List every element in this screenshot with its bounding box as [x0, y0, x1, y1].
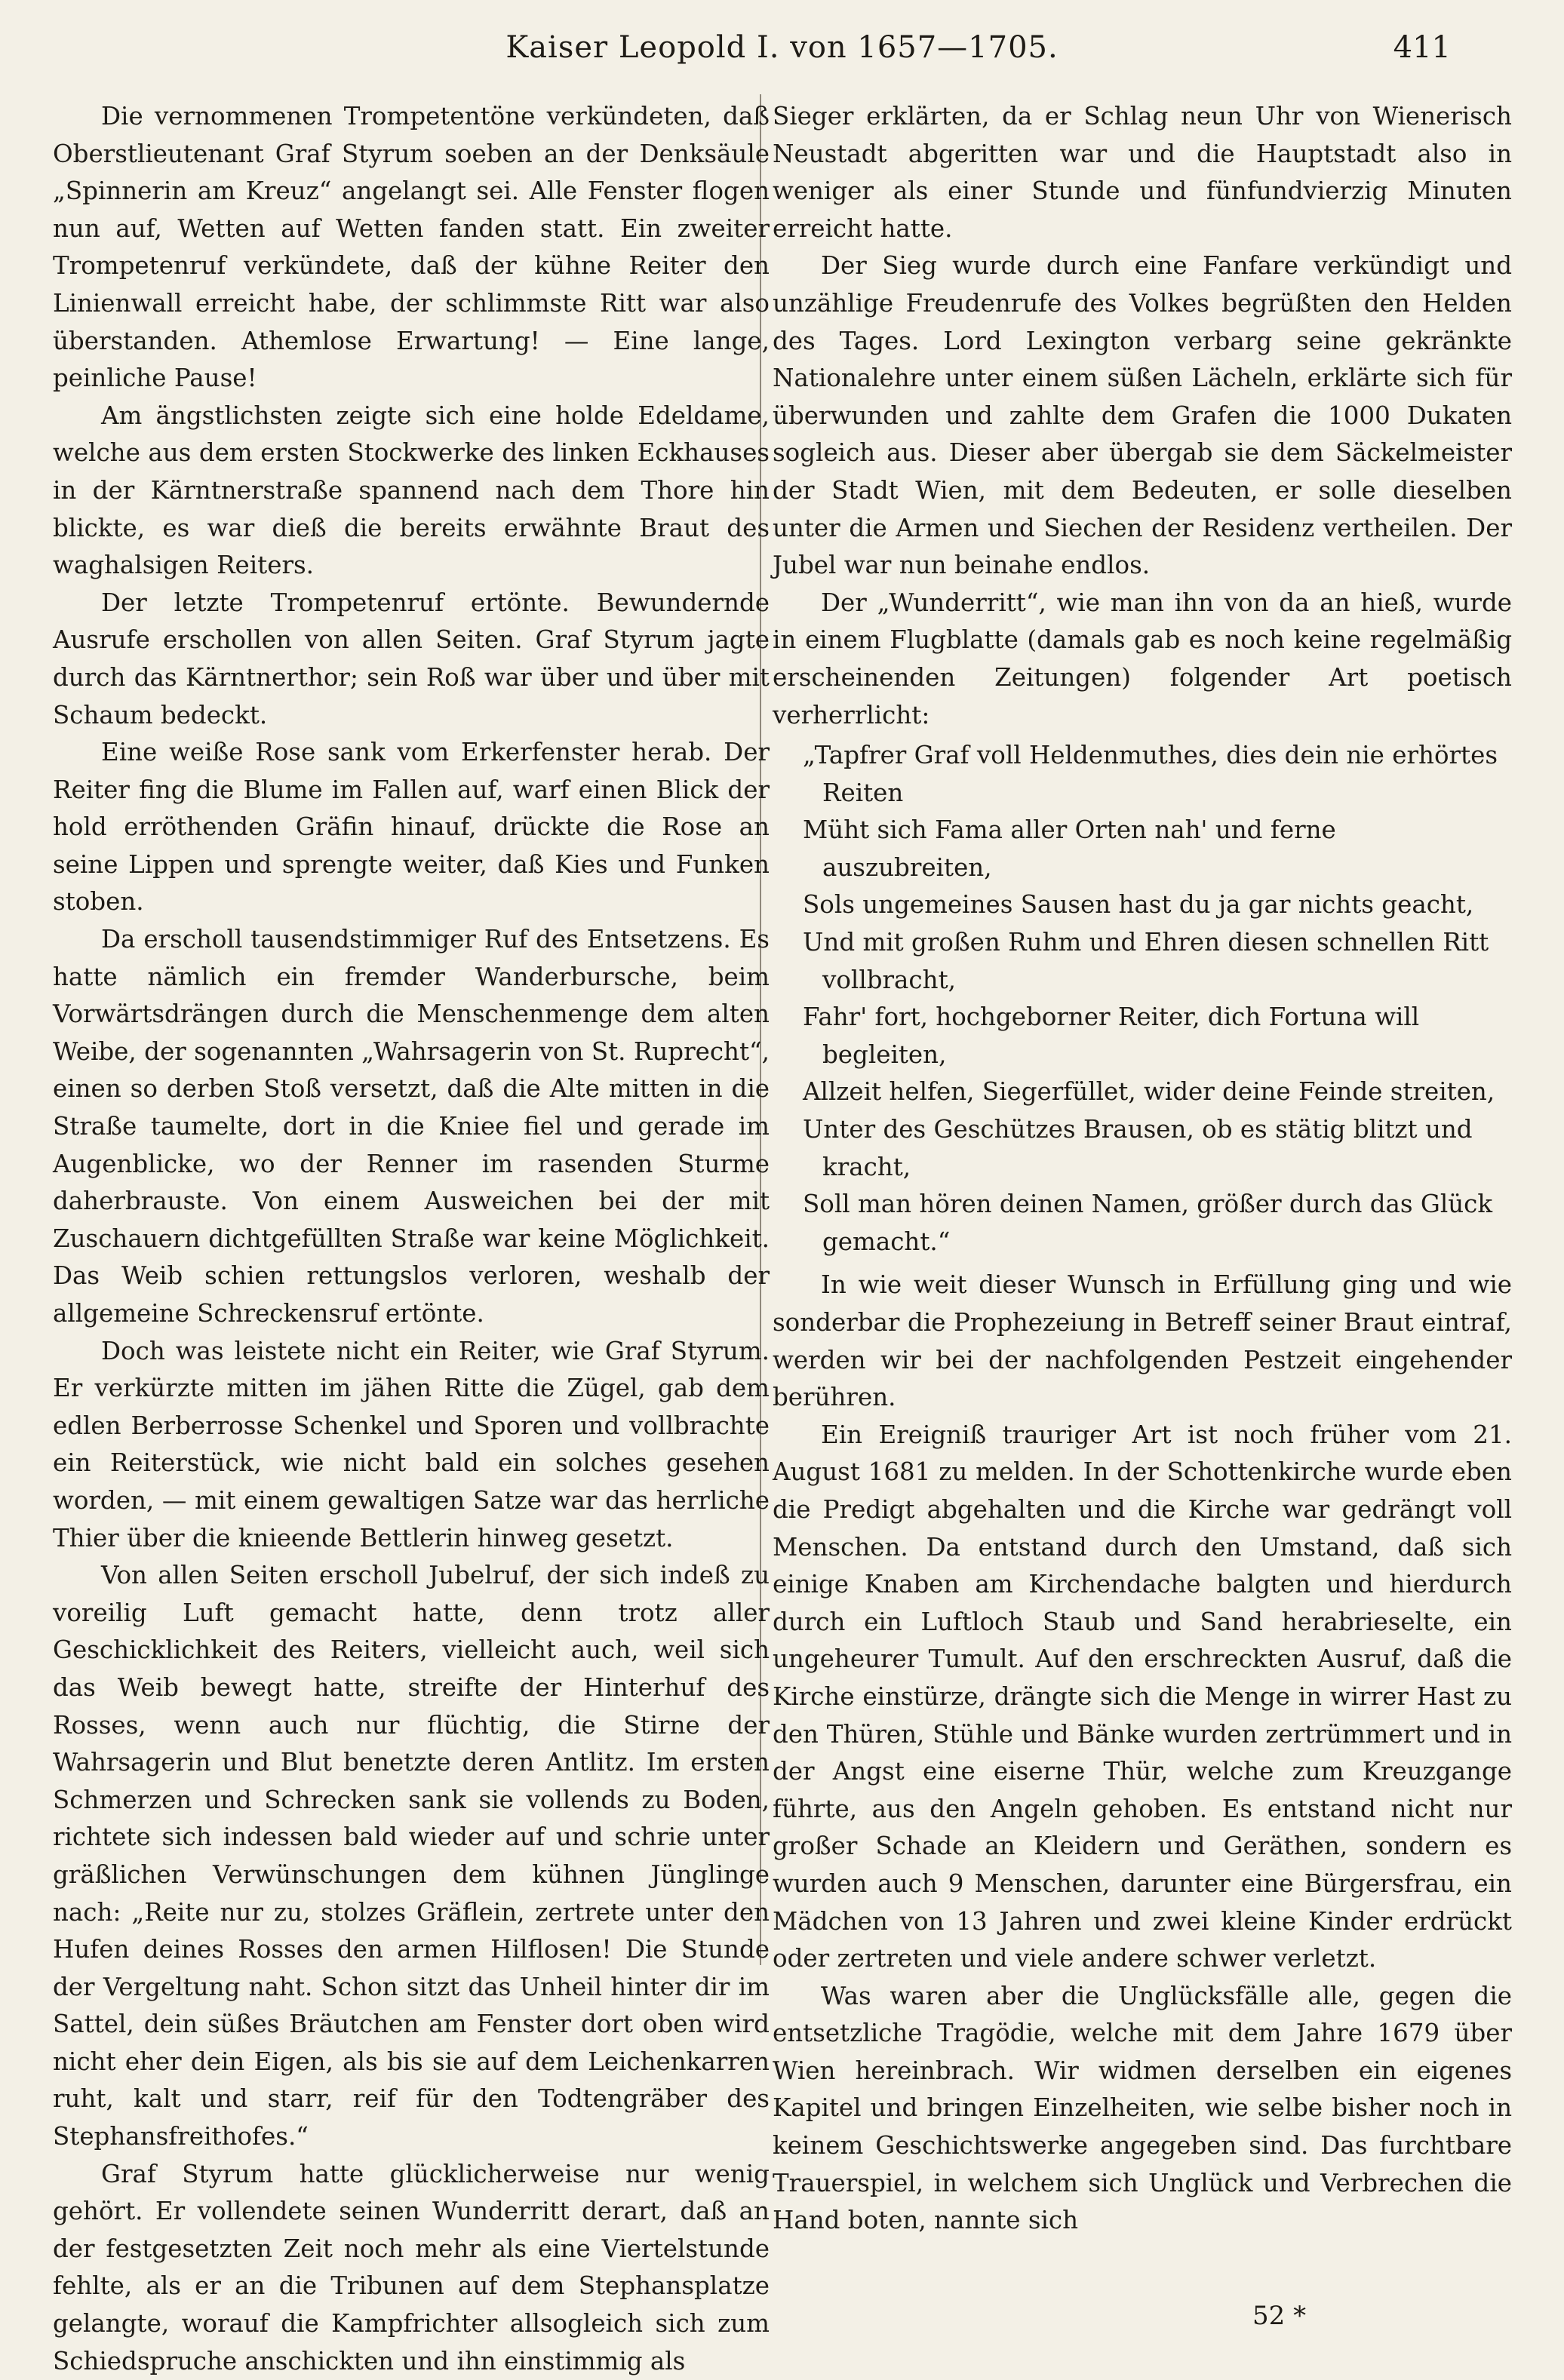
paragraph: Der letzte Trompetenruf ertönte. Bewundernde Ausrufe erschollen von allen Seiten. Graf Styrum jagte durch das Kärntnerthor; sein Roß war über und über mit Schaum bedeckt. — [53, 588, 770, 729]
paragraph: Graf Styrum hatte glücklicherweise nur wenig gehört. Er vollendete seinen Wunderritt derart, daß an der festgesetzten Zeit noch mehr als eine Viertelstunde fehlte, als er an die Tribunen auf dem Stephansplatze gelangte, worauf die Kampfrichter allsogleich sich zum Schiedspruche anschickten und ihn einstimmig als — [53, 2159, 770, 2375]
poem-line: Sols ungemeines Sausen hast du ja gar nichts geacht, — [803, 890, 1474, 920]
poem — [803, 737, 1512, 1261]
paragraph: Von allen Seiten erscholl Jubelruf, der sich indeß zu voreilig Luft gemacht hatte, denn trotz aller Geschicklichkeit des Reiters, vielleicht auch, weil sich das Weib bewegt hatte, streifte der Hinterhuf des Rosses, wenn auch nur flüchtig, die Stirne der Wahrsagerin und Blut benetzte deren Antlitz. Im ersten Schmerzen und Schrecken sank sie vollends zu Boden, richtete sich indessen bald wieder auf und schrie unter gräßlichen Verwünschungen dem kühnen Jünglinge nach: „Reite nur zu, stolzes Gräflein, zertrete unter den Hufen deines Rosses den armen Hilflosen! Die Stunde der Vergeltung naht. Schon sitzt das Unheil hinter dir im Sattel, dein süßes Bräutchen am Fenster dort oben wird nicht eher dein Eigen, als bis sie auf dem Leichenkarren ruht, kalt und starr, reif für den Todtengräber des Stephansfreithofes.“ — [53, 1561, 770, 2151]
poem-line: Unter des Geschützes Brausen, ob es stätig blitzt und kracht, — [803, 1115, 1473, 1181]
poem-line: Allzeit helfen, Siegerfüllet, wider deine Feinde streiten, — [803, 1077, 1495, 1107]
paragraph: Der „Wunderritt“, wie man ihn von da an hieß, wurde in einem Flugblatte (damals gab es noch keine regelmäßig erscheinenden Zeitungen) folgender Art poetisch verherrlicht: — [773, 588, 1512, 729]
paragraph: Doch was leistete nicht ein Reiter, wie Graf Styrum. Er verkürzte mitten im jähen Ritte die Zügel, gab dem edlen Berberrosse Schenkel und Sporen und vollbrachte ein Reiterstück, wie nicht bald ein solches gesehen worden, — mit einem gewaltigen Satze war das herrliche Thier über die knieende Bettlerin hinweg gesetzt. — [53, 1336, 770, 1552]
paragraph: Der Sieg wurde durch eine Fanfare verkündigt und unzählige Freudenrufe des Volkes begrüßten den Helden des Tages. Lord Lexington verbarg seine gekränkte Nationalehre unter einem süßen Lächeln, erklärte sich für überwunden und zahlte dem Grafen die 1000 Dukaten sogleich aus. Dieser aber übergab sie dem Säckelmeister der Stadt Wien, mit dem Bedeuten, er solle dieselben unter die Armen und Siechen der Residenz vertheilen. Der Jubel war nun beinahe endlos. — [773, 251, 1512, 580]
paragraph: Was waren aber die Unglücksfälle alle, gegen die entsetzliche Tragödie, welche mit dem Jahre 1679 über Wien hereinbrach. Wir widmen derselben ein eigenes Kapitel und bringen Einzelheiten, wie selbe bisher noch in keinem Geschichtswerke angegeben sind. Das furchtbare Trauerspiel, in welchem sich Unglück und Verbrechen die Hand boten, nannte sich — [773, 1981, 1512, 2235]
left-column — [53, 98, 770, 2380]
paragraph: Eine weiße Rose sank vom Erkerfenster herab. Der Reiter fing die Blume im Fallen auf, warf einen Blick der hold erröthenden Gräfin hinauf, drückte die Rose an seine Lippen und sprengte weiter, daß Kies und Funken stoben. — [53, 738, 770, 917]
right-column — [773, 98, 1512, 2240]
poem-line: Müht sich Fama aller Orten nah' und ferne auszubreiten, — [803, 815, 1336, 882]
page-header — [0, 30, 1564, 75]
page-number: 411 — [1393, 30, 1451, 65]
poem-line: Und mit großen Ruhm und Ehren diesen schnellen Ritt vollbracht, — [803, 928, 1489, 994]
poem-line: Fahr' fort, hochgeborner Reiter, dich Fortuna will begleiten, — [803, 1003, 1420, 1069]
paragraph: Da erscholl tausendstimmiger Ruf des Entsetzens. Es hatte nämlich ein fremder Wanderbursche, beim Vorwärtsdrängen durch die Menschenmenge dem alten Weibe, der sogenannten „Wahrsagerin von St. Ruprecht“, einen so derben Stoß versetzt, daß die Alte mitten in die Straße taumelte, dort in die Kniee fiel und gerade im Augenblicke, wo der Renner im rasenden Sturme daherbrauste. Von einem Ausweichen bei der mit Zuschauern dichtgefüllten Straße war keine Möglichkeit. Das Weib schien rettungslos verloren, weshalb der allgemeine Schreckensruf ertönte. — [53, 925, 770, 1328]
paragraph: In wie weit dieser Wunsch in Erfüllung ging und wie sonderbar die Prophezeiung in Betreff seiner Braut eintraf, werden wir bei der nachfolgenden Pestzeit eingehender berühren. — [773, 1270, 1512, 1412]
paragraph: Die vernommenen Trompetentöne verkündeten, daß Oberstlieutenant Graf Styrum soeben an der Denksäule „Spinnerin am Kreuz“ angelangt sei. Alle Fenster flogen nun auf, Wetten auf Wetten fanden statt. Ein zweiter Trompetenruf verkündete, daß der kühne Reiter den Linienwall erreicht habe, der schlimmste Ritt war also überstanden. Athemlose Erwartung! — Eine lange, peinliche Pause! — [53, 102, 770, 393]
paragraph: Ein Ereigniß trauriger Art ist noch früher vom 21. August 1681 zu melden. In der Schottenkirche wurde eben die Predigt abgehalten und die Kirche war gedrängt voll Menschen. Da entstand durch den Umstand, daß sich einige Knaben am Kirchendache balgten und hierdurch durch ein Luftloch Staub und Sand herabrieselte, ein ungeheurer Tumult. Auf den erschreckten Ausruf, daß die Kirche einstürze, drängte sich die Menge in wirrer Hast zu den Thüren, Stühle und Bänke wurden zertrümmert und in der Angst eine eiserne Thür, welche zum Kreuzgange führte, aus den Angeln gehoben. Es entstand nicht nur großer Schade an Kleidern und Geräthen, sondern es wurden auch 9 Menschen, darunter eine Bürgersfrau, ein Mädchen von 13 Jahren und zwei kleine Kinder erdrückt oder zertreten und viele andere schwer verletzt. — [773, 1420, 1512, 1973]
paragraph: Am ängstlichsten zeigte sich eine holde Edeldame, welche aus dem ersten Stockwerke des linken Eckhauses in der Kärntnerstraße spannend nach dem Thore hin blickte, es war dieß die bereits erwähnte Braut des waghalsigen Reiters. — [53, 401, 770, 580]
signature-mark: 52 * — [1252, 2301, 1307, 2331]
paragraph: Sieger erklärten, da er Schlag neun Uhr von Wienerisch Neustadt abgeritten war und die Hauptstadt also in weniger als einer Stunde und fünfundvierzig Minuten erreicht hatte. — [773, 102, 1512, 243]
poem-line: „Tapfrer Graf voll Heldenmuthes, dies dein nie erhörtes Reiten — [803, 741, 1498, 807]
running-title: Kaiser Leopold I. von 1657—1705. — [505, 30, 1059, 65]
poem-line: Soll man hören deinen Namen, größer durch das Glück gemacht.“ — [803, 1190, 1493, 1256]
